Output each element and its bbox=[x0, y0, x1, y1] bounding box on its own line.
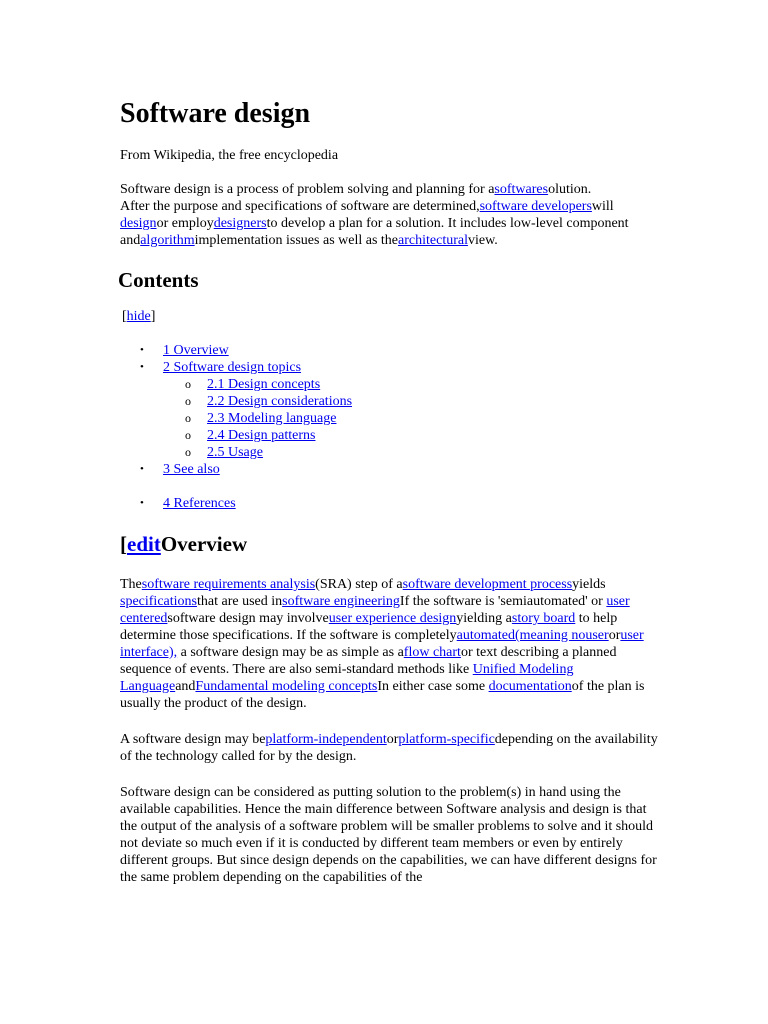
text: or bbox=[386, 732, 399, 747]
link-architectural[interactable]: architectural bbox=[398, 233, 468, 248]
toc-subitem bbox=[163, 376, 660, 393]
toc-subitem bbox=[163, 444, 660, 461]
overview-paragraph-2 bbox=[120, 731, 660, 765]
circle-bullet-icon: o bbox=[185, 428, 191, 442]
link-platform-independent[interactable]: platform-independent bbox=[265, 732, 387, 747]
toc-item bbox=[120, 342, 660, 359]
link-softwares[interactable]: softwares bbox=[494, 182, 549, 197]
text: or text describing a planned sequence of events. There are also semi-standard methods like bbox=[120, 645, 617, 677]
link-software-engineering[interactable]: software engineering bbox=[282, 594, 400, 609]
circle-bullet-icon: o bbox=[185, 394, 191, 408]
link-software-development-process[interactable]: software development process bbox=[402, 577, 573, 592]
toc-item bbox=[120, 359, 660, 461]
article-content bbox=[120, 98, 660, 886]
bullet-icon: • bbox=[140, 344, 144, 356]
text: that are used in bbox=[196, 594, 283, 609]
overview-heading bbox=[120, 531, 660, 557]
text: The bbox=[120, 577, 142, 592]
intro-text: or employ bbox=[156, 216, 214, 231]
text: to help determine those specifications. If the software is completely bbox=[120, 611, 618, 643]
toc-link-modeling-language[interactable]: 2.3 Modeling language bbox=[207, 411, 337, 426]
intro-text: After the purpose and specifications of software are determined, bbox=[120, 199, 480, 214]
toc-item bbox=[120, 495, 660, 512]
circle-bullet-icon: o bbox=[185, 445, 191, 459]
table-of-contents bbox=[120, 342, 660, 512]
toc-toggle bbox=[122, 308, 660, 325]
link-platform-specific[interactable]: platform-specific bbox=[398, 732, 495, 747]
circle-bullet-icon: o bbox=[185, 411, 191, 425]
bracket-open: [ bbox=[120, 532, 127, 556]
bullet-icon: • bbox=[140, 497, 144, 509]
toc-subitem bbox=[163, 393, 660, 410]
link-user-centered[interactable]: user centered bbox=[120, 594, 630, 626]
link-specifications[interactable]: specifications bbox=[120, 594, 197, 609]
link-user[interactable]: user bbox=[585, 628, 609, 643]
link-flow-chart[interactable]: flow chart bbox=[403, 645, 461, 660]
toc-link-references[interactable]: 4 References bbox=[163, 496, 236, 511]
text: In either case some bbox=[377, 679, 486, 694]
intro-text: olution. bbox=[548, 182, 592, 197]
bracket-open: [ bbox=[122, 309, 127, 324]
toc-item bbox=[120, 461, 660, 478]
text: software design may involve bbox=[167, 611, 329, 626]
link-software-requirements-analysis[interactable]: software requirements analysis bbox=[141, 577, 316, 592]
hide-toc-link[interactable]: hide bbox=[126, 309, 151, 324]
link-story-board[interactable]: story board bbox=[511, 611, 576, 626]
circle-bullet-icon: o bbox=[185, 377, 191, 391]
toc-link-design-patterns[interactable]: 2.4 Design patterns bbox=[207, 428, 316, 443]
link-user-interface[interactable]: user interface), bbox=[120, 628, 644, 660]
text: a software design may be as simple as a bbox=[177, 645, 404, 660]
link-unified-modeling-language[interactable]: Unified Modeling Language bbox=[120, 662, 574, 694]
overview-paragraph-3: Software design can be considered as putting solution to the problem(s) in hand using the available capabilities. Hence the main difference between Software analysis and design is that the output of the analysis of a software problem will be smaller problems to solve and it should not deviate so much even if it is conducted by different team members or even by entirely different groups. But since design depends on the capabilities, we can have different designs for the same problem depending on the capabilities of the bbox=[120, 785, 657, 885]
toc-subitem bbox=[163, 410, 660, 427]
section-title: Overview bbox=[160, 532, 248, 556]
text: yields bbox=[572, 577, 606, 592]
toc-link-usage[interactable]: 2.5 Usage bbox=[207, 445, 263, 460]
toc-link-overview[interactable]: 1 Overview bbox=[163, 343, 229, 358]
overview-paragraph-1 bbox=[120, 576, 660, 712]
text: If the software is 'semiautomated' or bbox=[399, 594, 603, 609]
link-fundamental-modeling-concepts[interactable]: Fundamental modeling concepts bbox=[195, 679, 378, 694]
link-software-developers[interactable]: software developers bbox=[479, 199, 592, 214]
text: of the plan is usually the product of the design. bbox=[120, 679, 645, 711]
bullet-icon: • bbox=[140, 361, 144, 373]
text: (SRA) step of a bbox=[315, 577, 403, 592]
link-designers[interactable]: designers bbox=[213, 216, 267, 231]
link-automated[interactable]: automated bbox=[456, 628, 515, 643]
link-user-experience-design[interactable]: user experience design bbox=[328, 611, 457, 626]
link-documentation[interactable]: documentation bbox=[488, 679, 572, 694]
toc-subitem bbox=[163, 427, 660, 444]
intro-text: implementation issues as well as the bbox=[194, 233, 399, 248]
toc-link-software-design-topics[interactable]: 2 Software design topics bbox=[163, 360, 302, 375]
text: or bbox=[608, 628, 621, 643]
link-meaning-no[interactable]: (meaning no bbox=[514, 628, 586, 643]
edit-overview-link[interactable]: edit bbox=[127, 532, 161, 556]
toc-spacer bbox=[120, 478, 660, 495]
intro-text: to develop a plan for a solution. It includes low-level component and bbox=[120, 216, 629, 248]
toc-link-design-considerations[interactable]: 2.2 Design considerations bbox=[207, 394, 353, 409]
link-design[interactable]: design bbox=[120, 216, 157, 231]
intro-text: will bbox=[591, 199, 614, 214]
page-subtitle: From Wikipedia, the free encyclopedia bbox=[120, 148, 339, 163]
contents-heading: Contents bbox=[118, 268, 199, 292]
text: depending on the availability of the technology called for by the design. bbox=[120, 732, 658, 764]
text: yielding a bbox=[456, 611, 512, 626]
page-title: Software design bbox=[120, 98, 311, 129]
intro-text: view. bbox=[467, 233, 498, 248]
intro-text: Software design is a process of problem solving and planning for a bbox=[120, 182, 495, 197]
bullet-icon: • bbox=[140, 463, 144, 475]
intro-paragraph bbox=[120, 181, 660, 249]
toc-link-see-also[interactable]: 3 See also bbox=[163, 462, 220, 477]
toc-sublist bbox=[163, 376, 660, 461]
toc-link-design-concepts[interactable]: 2.1 Design concepts bbox=[207, 377, 321, 392]
text: and bbox=[175, 679, 196, 694]
link-algorithm[interactable]: algorithm bbox=[140, 233, 195, 248]
text: A software design may be bbox=[120, 732, 266, 747]
bracket-close: ] bbox=[150, 309, 156, 324]
